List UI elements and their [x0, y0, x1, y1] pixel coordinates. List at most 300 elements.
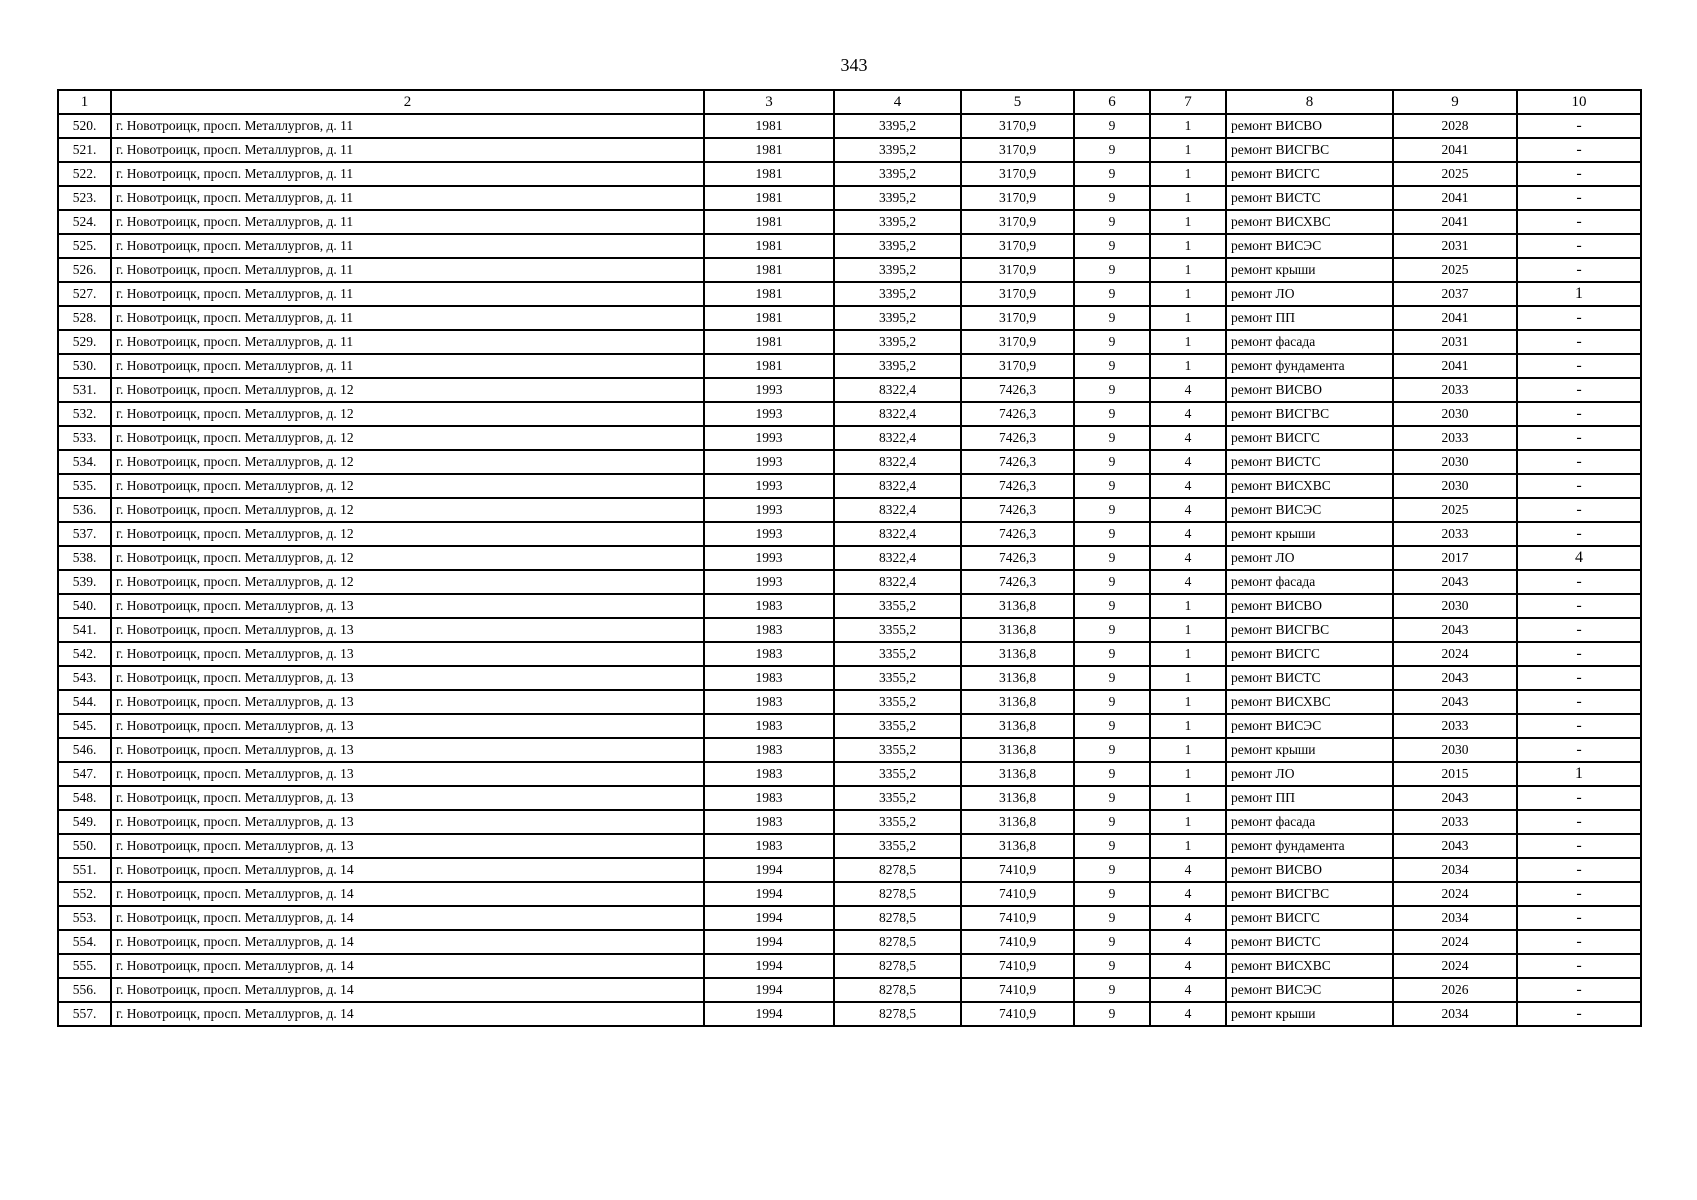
header-row	[58, 90, 1641, 114]
floors-cell: 9	[1074, 882, 1150, 906]
total-area-cell: 3355,2	[834, 834, 961, 858]
row-number-cell: 555.	[58, 954, 111, 978]
table-row	[58, 114, 1641, 138]
total-area-cell: 3395,2	[834, 162, 961, 186]
build-year-cell: 1983	[704, 738, 834, 762]
living-area-cell: 7410,9	[961, 858, 1074, 882]
quantity-cell: -	[1517, 186, 1641, 210]
work-type-cell: ремонт фундамента	[1226, 354, 1393, 378]
table-row	[58, 330, 1641, 354]
total-area-cell: 3395,2	[834, 354, 961, 378]
build-year-cell: 1983	[704, 690, 834, 714]
row-number-cell: 526.	[58, 258, 111, 282]
row-number-cell: 542.	[58, 642, 111, 666]
address-cell: г. Новотроицк, просп. Металлургов, д. 14	[111, 906, 704, 930]
floors-cell: 9	[1074, 858, 1150, 882]
quantity-cell: -	[1517, 210, 1641, 234]
total-area-cell: 3395,2	[834, 114, 961, 138]
floors-cell: 9	[1074, 258, 1150, 282]
total-area-cell: 3355,2	[834, 786, 961, 810]
work-type-cell: ремонт ВИСГВС	[1226, 138, 1393, 162]
build-year-cell: 1994	[704, 1002, 834, 1026]
row-number-cell: 551.	[58, 858, 111, 882]
row-number-cell: 528.	[58, 306, 111, 330]
living-area-cell: 3136,8	[961, 714, 1074, 738]
build-year-cell: 1993	[704, 498, 834, 522]
living-area-cell: 7426,3	[961, 402, 1074, 426]
floors-cell: 9	[1074, 306, 1150, 330]
living-area-cell: 7426,3	[961, 474, 1074, 498]
living-area-cell: 3136,8	[961, 618, 1074, 642]
entrances-cell: 4	[1150, 522, 1226, 546]
living-area-cell: 7410,9	[961, 906, 1074, 930]
living-area-cell: 7426,3	[961, 498, 1074, 522]
total-area-cell: 8322,4	[834, 402, 961, 426]
address-cell: г. Новотроицк, просп. Металлургов, д. 14	[111, 930, 704, 954]
address-cell: г. Новотроицк, просп. Металлургов, д. 12	[111, 450, 704, 474]
living-area-cell: 3170,9	[961, 234, 1074, 258]
table-row	[58, 138, 1641, 162]
planned-year-cell: 2041	[1393, 138, 1517, 162]
planned-year-cell: 2024	[1393, 882, 1517, 906]
planned-year-cell: 2041	[1393, 210, 1517, 234]
total-area-cell: 3395,2	[834, 234, 961, 258]
row-number-cell: 537.	[58, 522, 111, 546]
col-area-living-header: 5	[961, 90, 1074, 114]
build-year-cell: 1981	[704, 258, 834, 282]
row-number-cell: 546.	[58, 738, 111, 762]
page-number: 343	[840, 55, 868, 75]
address-cell: г. Новотроицк, просп. Металлургов, д. 14	[111, 978, 704, 1002]
planned-year-cell: 2033	[1393, 522, 1517, 546]
total-area-cell: 8322,4	[834, 546, 961, 570]
total-area-cell: 8322,4	[834, 522, 961, 546]
entrances-cell: 1	[1150, 786, 1226, 810]
living-area-cell: 3170,9	[961, 282, 1074, 306]
table-row	[58, 210, 1641, 234]
living-area-cell: 3170,9	[961, 138, 1074, 162]
floors-cell: 9	[1074, 666, 1150, 690]
build-year-cell: 1981	[704, 330, 834, 354]
work-type-cell: ремонт ПП	[1226, 306, 1393, 330]
quantity-cell: -	[1517, 1002, 1641, 1026]
work-type-cell: ремонт ВИСХВС	[1226, 954, 1393, 978]
address-cell: г. Новотроицк, просп. Металлургов, д. 14	[111, 882, 704, 906]
floors-cell: 9	[1074, 738, 1150, 762]
total-area-cell: 3355,2	[834, 810, 961, 834]
floors-cell: 9	[1074, 906, 1150, 930]
col-entrances-header: 7	[1150, 90, 1226, 114]
build-year-cell: 1983	[704, 834, 834, 858]
living-area-cell: 7426,3	[961, 426, 1074, 450]
total-area-cell: 8278,5	[834, 858, 961, 882]
table-row	[58, 714, 1641, 738]
address-cell: г. Новотроицк, просп. Металлургов, д. 12	[111, 378, 704, 402]
table-row	[58, 402, 1641, 426]
total-area-cell: 3355,2	[834, 738, 961, 762]
address-cell: г. Новотроицк, просп. Металлургов, д. 13	[111, 762, 704, 786]
work-type-cell: ремонт ВИСГС	[1226, 426, 1393, 450]
work-type-cell: ремонт ВИСТС	[1226, 930, 1393, 954]
total-area-cell: 3395,2	[834, 186, 961, 210]
quantity-cell: -	[1517, 906, 1641, 930]
planned-year-cell: 2026	[1393, 978, 1517, 1002]
quantity-cell: -	[1517, 618, 1641, 642]
table-header	[58, 90, 1641, 114]
floors-cell: 9	[1074, 954, 1150, 978]
planned-year-cell: 2025	[1393, 498, 1517, 522]
living-area-cell: 3170,9	[961, 162, 1074, 186]
work-type-cell: ремонт ВИСГС	[1226, 906, 1393, 930]
entrances-cell: 4	[1150, 954, 1226, 978]
table-row	[58, 282, 1641, 306]
row-number-cell: 534.	[58, 450, 111, 474]
address-cell: г. Новотроицк, просп. Металлургов, д. 12	[111, 522, 704, 546]
row-number-cell: 521.	[58, 138, 111, 162]
table-row	[58, 258, 1641, 282]
work-type-cell: ремонт ВИСВО	[1226, 114, 1393, 138]
floors-cell: 9	[1074, 594, 1150, 618]
build-year-cell: 1981	[704, 138, 834, 162]
floors-cell: 9	[1074, 834, 1150, 858]
floors-cell: 9	[1074, 786, 1150, 810]
row-number-cell: 522.	[58, 162, 111, 186]
table-row	[58, 498, 1641, 522]
work-type-cell: ремонт крыши	[1226, 738, 1393, 762]
living-area-cell: 7410,9	[961, 978, 1074, 1002]
quantity-cell: -	[1517, 666, 1641, 690]
entrances-cell: 1	[1150, 690, 1226, 714]
build-year-cell: 1993	[704, 546, 834, 570]
work-type-cell: ремонт ЛО	[1226, 282, 1393, 306]
quantity-cell: -	[1517, 354, 1641, 378]
quantity-cell: 1	[1517, 762, 1641, 786]
col-year-header: 3	[704, 90, 834, 114]
living-area-cell: 7426,3	[961, 450, 1074, 474]
quantity-cell: -	[1517, 738, 1641, 762]
total-area-cell: 3355,2	[834, 666, 961, 690]
row-number-cell: 529.	[58, 330, 111, 354]
address-cell: г. Новотроицк, просп. Металлургов, д. 13	[111, 594, 704, 618]
build-year-cell: 1993	[704, 474, 834, 498]
quantity-cell: -	[1517, 714, 1641, 738]
planned-year-cell: 2043	[1393, 786, 1517, 810]
address-cell: г. Новотроицк, просп. Металлургов, д. 12	[111, 570, 704, 594]
work-type-cell: ремонт ВИСВО	[1226, 378, 1393, 402]
floors-cell: 9	[1074, 282, 1150, 306]
total-area-cell: 3395,2	[834, 330, 961, 354]
planned-year-cell: 2030	[1393, 402, 1517, 426]
quantity-cell: -	[1517, 474, 1641, 498]
build-year-cell: 1981	[704, 282, 834, 306]
row-number-cell: 527.	[58, 282, 111, 306]
build-year-cell: 1994	[704, 858, 834, 882]
build-year-cell: 1981	[704, 306, 834, 330]
row-number-cell: 549.	[58, 810, 111, 834]
entrances-cell: 1	[1150, 114, 1226, 138]
address-cell: г. Новотроицк, просп. Металлургов, д. 13	[111, 786, 704, 810]
entrances-cell: 4	[1150, 570, 1226, 594]
total-area-cell: 3395,2	[834, 306, 961, 330]
total-area-cell: 8278,5	[834, 906, 961, 930]
living-area-cell: 7426,3	[961, 546, 1074, 570]
floors-cell: 9	[1074, 498, 1150, 522]
table-row	[58, 858, 1641, 882]
work-type-cell: ремонт ВИСХВС	[1226, 690, 1393, 714]
total-area-cell: 8278,5	[834, 1002, 961, 1026]
living-area-cell: 3170,9	[961, 114, 1074, 138]
work-type-cell: ремонт ЛО	[1226, 546, 1393, 570]
planned-year-cell: 2043	[1393, 570, 1517, 594]
total-area-cell: 3355,2	[834, 762, 961, 786]
entrances-cell: 4	[1150, 882, 1226, 906]
address-cell: г. Новотроицк, просп. Металлургов, д. 11	[111, 114, 704, 138]
planned-year-cell: 2041	[1393, 306, 1517, 330]
planned-year-cell: 2034	[1393, 858, 1517, 882]
floors-cell: 9	[1074, 618, 1150, 642]
floors-cell: 9	[1074, 450, 1150, 474]
quantity-cell: -	[1517, 834, 1641, 858]
entrances-cell: 1	[1150, 594, 1226, 618]
total-area-cell: 8278,5	[834, 954, 961, 978]
row-number-cell: 538.	[58, 546, 111, 570]
work-type-cell: ремонт крыши	[1226, 1002, 1393, 1026]
table-row	[58, 546, 1641, 570]
entrances-cell: 4	[1150, 906, 1226, 930]
total-area-cell: 8322,4	[834, 474, 961, 498]
floors-cell: 9	[1074, 378, 1150, 402]
table-row	[58, 930, 1641, 954]
floors-cell: 9	[1074, 330, 1150, 354]
row-number-cell: 547.	[58, 762, 111, 786]
entrances-cell: 1	[1150, 282, 1226, 306]
work-type-cell: ремонт ПП	[1226, 786, 1393, 810]
total-area-cell: 3395,2	[834, 258, 961, 282]
floors-cell: 9	[1074, 546, 1150, 570]
row-number-cell: 523.	[58, 186, 111, 210]
work-type-cell: ремонт ВИСХВС	[1226, 210, 1393, 234]
address-cell: г. Новотроицк, просп. Металлургов, д. 11	[111, 138, 704, 162]
table-row	[58, 666, 1641, 690]
living-area-cell: 3170,9	[961, 330, 1074, 354]
quantity-cell: -	[1517, 114, 1641, 138]
work-type-cell: ремонт ВИСВО	[1226, 858, 1393, 882]
planned-year-cell: 2030	[1393, 738, 1517, 762]
table-row	[58, 186, 1641, 210]
living-area-cell: 3170,9	[961, 210, 1074, 234]
col-floors-header: 6	[1074, 90, 1150, 114]
floors-cell: 9	[1074, 762, 1150, 786]
row-number-cell: 541.	[58, 618, 111, 642]
row-number-cell: 535.	[58, 474, 111, 498]
entrances-cell: 1	[1150, 810, 1226, 834]
living-area-cell: 3170,9	[961, 186, 1074, 210]
entrances-cell: 4	[1150, 498, 1226, 522]
entrances-cell: 1	[1150, 306, 1226, 330]
build-year-cell: 1994	[704, 954, 834, 978]
entrances-cell: 4	[1150, 978, 1226, 1002]
floors-cell: 9	[1074, 930, 1150, 954]
table-body	[58, 114, 1641, 1026]
build-year-cell: 1993	[704, 450, 834, 474]
build-year-cell: 1994	[704, 978, 834, 1002]
planned-year-cell: 2043	[1393, 618, 1517, 642]
build-year-cell: 1993	[704, 522, 834, 546]
table-row	[58, 642, 1641, 666]
quantity-cell: -	[1517, 570, 1641, 594]
work-type-cell: ремонт крыши	[1226, 258, 1393, 282]
address-cell: г. Новотроицк, просп. Металлургов, д. 14	[111, 858, 704, 882]
build-year-cell: 1994	[704, 906, 834, 930]
quantity-cell: -	[1517, 786, 1641, 810]
table-row	[58, 954, 1641, 978]
total-area-cell: 8322,4	[834, 426, 961, 450]
row-number-cell: 531.	[58, 378, 111, 402]
total-area-cell: 3355,2	[834, 714, 961, 738]
address-cell: г. Новотроицк, просп. Металлургов, д. 13	[111, 618, 704, 642]
total-area-cell: 8278,5	[834, 978, 961, 1002]
work-type-cell: ремонт фасада	[1226, 570, 1393, 594]
living-area-cell: 7426,3	[961, 522, 1074, 546]
address-cell: г. Новотроицк, просп. Металлургов, д. 11	[111, 306, 704, 330]
planned-year-cell: 2033	[1393, 810, 1517, 834]
build-year-cell: 1994	[704, 882, 834, 906]
quantity-cell: -	[1517, 162, 1641, 186]
total-area-cell: 3395,2	[834, 210, 961, 234]
table-row	[58, 834, 1641, 858]
table-row	[58, 378, 1641, 402]
floors-cell: 9	[1074, 234, 1150, 258]
planned-year-cell: 2028	[1393, 114, 1517, 138]
entrances-cell: 1	[1150, 330, 1226, 354]
address-cell: г. Новотроицк, просп. Металлургов, д. 13	[111, 738, 704, 762]
table-row	[58, 786, 1641, 810]
total-area-cell: 3355,2	[834, 618, 961, 642]
entrances-cell: 1	[1150, 210, 1226, 234]
build-year-cell: 1993	[704, 378, 834, 402]
living-area-cell: 7410,9	[961, 954, 1074, 978]
entrances-cell: 4	[1150, 450, 1226, 474]
table-row	[58, 1002, 1641, 1026]
table-row	[58, 762, 1641, 786]
total-area-cell: 8322,4	[834, 450, 961, 474]
total-area-cell: 8322,4	[834, 378, 961, 402]
row-number-cell: 554.	[58, 930, 111, 954]
table-row	[58, 450, 1641, 474]
planned-year-cell: 2024	[1393, 642, 1517, 666]
build-year-cell: 1981	[704, 186, 834, 210]
work-type-cell: ремонт ВИСТС	[1226, 450, 1393, 474]
quantity-cell: -	[1517, 882, 1641, 906]
row-number-cell: 557.	[58, 1002, 111, 1026]
entrances-cell: 4	[1150, 930, 1226, 954]
row-number-cell: 539.	[58, 570, 111, 594]
table-row	[58, 810, 1641, 834]
planned-year-cell: 2025	[1393, 258, 1517, 282]
entrances-cell: 4	[1150, 378, 1226, 402]
quantity-cell: -	[1517, 306, 1641, 330]
table-row	[58, 162, 1641, 186]
table-row	[58, 738, 1641, 762]
entrances-cell: 1	[1150, 618, 1226, 642]
row-number-cell: 553.	[58, 906, 111, 930]
planned-year-cell: 2033	[1393, 426, 1517, 450]
row-number-cell: 543.	[58, 666, 111, 690]
col-count-header: 10	[1517, 90, 1641, 114]
table-row	[58, 474, 1641, 498]
entrances-cell: 1	[1150, 714, 1226, 738]
address-cell: г. Новотроицк, просп. Металлургов, д. 13	[111, 714, 704, 738]
planned-year-cell: 2043	[1393, 690, 1517, 714]
entrances-cell: 1	[1150, 354, 1226, 378]
build-year-cell: 1983	[704, 786, 834, 810]
address-cell: г. Новотроицк, просп. Металлургов, д. 11	[111, 282, 704, 306]
quantity-cell: -	[1517, 858, 1641, 882]
living-area-cell: 3136,8	[961, 594, 1074, 618]
floors-cell: 9	[1074, 186, 1150, 210]
quantity-cell: -	[1517, 330, 1641, 354]
living-area-cell: 3170,9	[961, 354, 1074, 378]
entrances-cell: 4	[1150, 402, 1226, 426]
living-area-cell: 7426,3	[961, 570, 1074, 594]
work-type-cell: ремонт ВИСЭС	[1226, 498, 1393, 522]
floors-cell: 9	[1074, 978, 1150, 1002]
work-type-cell: ремонт ВИСТС	[1226, 186, 1393, 210]
floors-cell: 9	[1074, 402, 1150, 426]
quantity-cell: -	[1517, 234, 1641, 258]
col-area-total-header: 4	[834, 90, 961, 114]
quantity-cell: 4	[1517, 546, 1641, 570]
living-area-cell: 3170,9	[961, 258, 1074, 282]
row-number-cell: 545.	[58, 714, 111, 738]
address-cell: г. Новотроицк, просп. Металлургов, д. 14	[111, 1002, 704, 1026]
table-row	[58, 426, 1641, 450]
build-year-cell: 1994	[704, 930, 834, 954]
address-cell: г. Новотроицк, просп. Металлургов, д. 13	[111, 666, 704, 690]
planned-year-cell: 2030	[1393, 450, 1517, 474]
work-type-cell: ремонт ВИСВО	[1226, 594, 1393, 618]
entrances-cell: 1	[1150, 234, 1226, 258]
table-row	[58, 354, 1641, 378]
build-year-cell: 1983	[704, 642, 834, 666]
quantity-cell: -	[1517, 426, 1641, 450]
planned-year-cell: 2041	[1393, 354, 1517, 378]
work-type-cell: ремонт ВИСЭС	[1226, 978, 1393, 1002]
work-type-cell: ремонт ВИСГВС	[1226, 882, 1393, 906]
living-area-cell: 7410,9	[961, 930, 1074, 954]
entrances-cell: 4	[1150, 858, 1226, 882]
planned-year-cell: 2017	[1393, 546, 1517, 570]
col-address-header: 2	[111, 90, 704, 114]
living-area-cell: 3136,8	[961, 762, 1074, 786]
row-number-cell: 530.	[58, 354, 111, 378]
quantity-cell: -	[1517, 930, 1641, 954]
planned-year-cell: 2041	[1393, 186, 1517, 210]
address-cell: г. Новотроицк, просп. Металлургов, д. 11	[111, 162, 704, 186]
work-type-cell: ремонт ВИСГС	[1226, 162, 1393, 186]
row-number-cell: 552.	[58, 882, 111, 906]
total-area-cell: 8278,5	[834, 882, 961, 906]
entrances-cell: 1	[1150, 186, 1226, 210]
quantity-cell: -	[1517, 258, 1641, 282]
work-type-cell: ремонт крыши	[1226, 522, 1393, 546]
address-cell: г. Новотроицк, просп. Металлургов, д. 11	[111, 186, 704, 210]
work-type-cell: ремонт фундамента	[1226, 834, 1393, 858]
quantity-cell: -	[1517, 810, 1641, 834]
build-year-cell: 1981	[704, 162, 834, 186]
entrances-cell: 1	[1150, 738, 1226, 762]
total-area-cell: 8322,4	[834, 498, 961, 522]
